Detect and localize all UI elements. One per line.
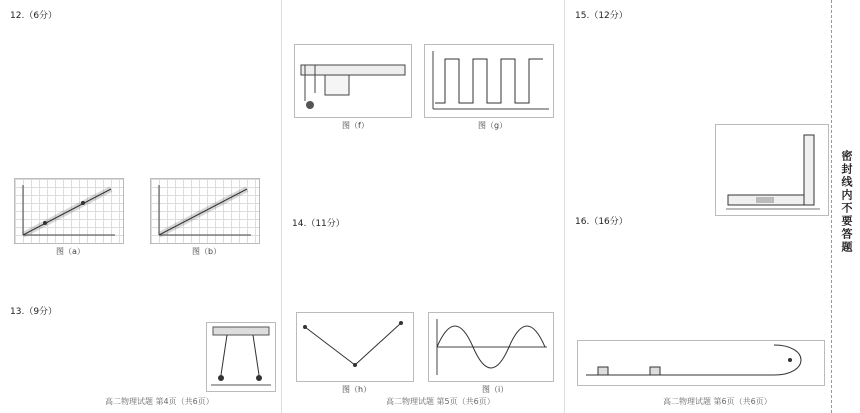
q15-tube-drawing [716, 125, 828, 215]
q12-number: 12.（6分） [10, 11, 58, 21]
q14-body [292, 230, 554, 270]
figure-a [14, 178, 124, 244]
figure-g [424, 44, 554, 118]
figure-h [296, 312, 414, 382]
q13-steps [10, 350, 200, 390]
q15-tube-figure [715, 124, 829, 216]
figure-i-caption: 图（i） [482, 385, 509, 394]
q13-number: 13.（9分） [10, 307, 58, 317]
figure-f [294, 44, 412, 118]
q13-apparatus-drawing [207, 323, 275, 391]
page-5-footer: 高二物理试题 第5页（共6页） [386, 397, 495, 406]
q13-apparatus-figure [206, 322, 276, 392]
sealing-line-strip [831, 0, 860, 413]
q12-body [10, 24, 272, 108]
figure-i-drawing [429, 313, 553, 381]
figure-a-caption: 图（a） [56, 247, 85, 256]
figure-h-drawing [297, 313, 413, 381]
page-5 [282, 0, 564, 413]
q16-body [575, 228, 821, 298]
figure-g-caption: 图（g） [478, 121, 508, 130]
figure-g-drawing [425, 45, 553, 117]
page-4 [0, 0, 281, 413]
q16-track-drawing [578, 341, 824, 385]
page-6-footer: 高二物理试题 第6页（共6页） [663, 397, 772, 406]
q13-continued [292, 10, 554, 40]
figure-b-caption: 图（b） [192, 247, 222, 256]
page-6 [565, 0, 832, 413]
q16-number: 16.（16分） [575, 217, 628, 227]
q13-subparts [292, 136, 554, 210]
q14-subparts [292, 272, 554, 308]
figure-f-caption: 图（f） [342, 121, 369, 130]
q12-subparts [10, 108, 272, 170]
sealing-line-label: 密封线内不要答题 [840, 150, 853, 254]
q16-track-figure [577, 340, 825, 386]
q13-body [10, 318, 200, 348]
q14-number: 14.（11分） [292, 219, 345, 229]
figure-f-drawing [295, 45, 411, 117]
q15-body [575, 22, 821, 102]
figure-h-caption: 图（h） [342, 385, 372, 394]
figure-b [150, 178, 260, 244]
q12-subparts-2 [10, 262, 272, 302]
figure-a-drawing [15, 179, 123, 243]
q15-number: 15.（12分） [575, 11, 628, 21]
page-4-footer: 高二物理试题 第4页（共6页） [105, 397, 214, 406]
figure-i [428, 312, 554, 382]
figure-b-drawing [151, 179, 259, 243]
